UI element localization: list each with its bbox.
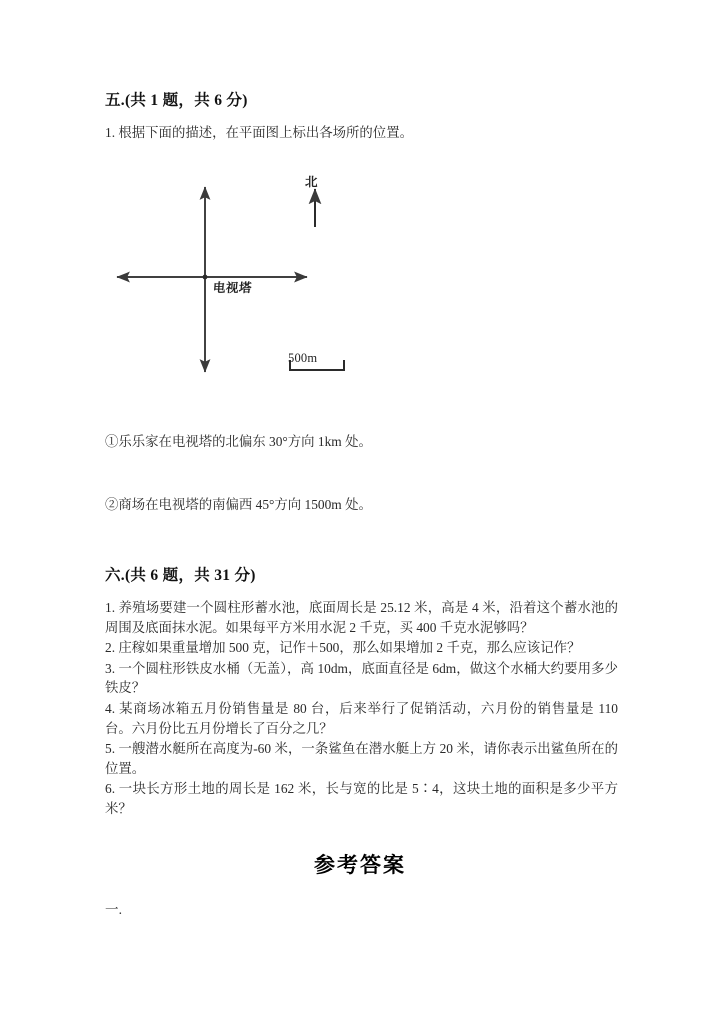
- section-six-question-2: 2. 庄稼如果重量增加 500 克，记作＋500，那么如果增加 2 千克，那么应该记作？: [105, 640, 581, 656]
- diagram-label-north: 北: [305, 175, 318, 189]
- section-six-question-1: 1. 养殖场要建一个圆柱形蓄水池，底面周长是 25.12 米，高是 4 米，沿着这个蓄水池的周围及底面抹水泥。如果每平方米用水泥 2 千克，买 400 千克水泥够吗？: [105, 600, 618, 635]
- section-six-heading: 六.(共 6 题，共 31 分): [105, 567, 256, 584]
- answers-section-one-label: 一.: [105, 902, 122, 917]
- section-five-item-2: ②商场在电视塔的南偏西 45°方向 1500m 处。: [105, 497, 372, 512]
- answers-title: 参考答案: [314, 853, 406, 877]
- section-five-heading: 五.(共 1 题，共 6 分): [105, 92, 248, 109]
- diagram-label-tv-tower: 电视塔: [212, 281, 253, 295]
- section-six-question-3: 3. 一个圆柱形铁皮水桶（无盖），高 10dm，底面直径是 6dm，做这个水桶大约要用多少铁皮？: [105, 660, 618, 696]
- section-five-item-1: ①乐乐家在电视塔的北偏东 30°方向 1km 处。: [105, 434, 372, 449]
- section-six-question-4: 4. 某商场冰箱五月份销售量是 80 台，后来举行了促销活动，六月份的销售量是 110 台。六月份比五月份增长了百分之几？: [105, 700, 618, 736]
- section-five-question-1: 1. 根据下面的描述，在平面图上标出各场所的位置。: [105, 125, 413, 140]
- section-six-question-6: 6. 一块长方形土地的周长是 162 米，长与宽的比是 5∶4，这块土地的面积是多少平方米？: [105, 781, 618, 816]
- diagram-label-scale: 500m: [288, 351, 318, 365]
- section-six-question-5: 5. 一艘潜水艇所在高度为-60 米，一条鲨鱼在潜水艇上方 20 米，请你表示出鲨鱼所在的位置。: [105, 741, 618, 776]
- tower-origin-point: [203, 275, 208, 280]
- location-plan-diagram: [100, 165, 360, 395]
- section-six-question-list: [105, 598, 618, 820]
